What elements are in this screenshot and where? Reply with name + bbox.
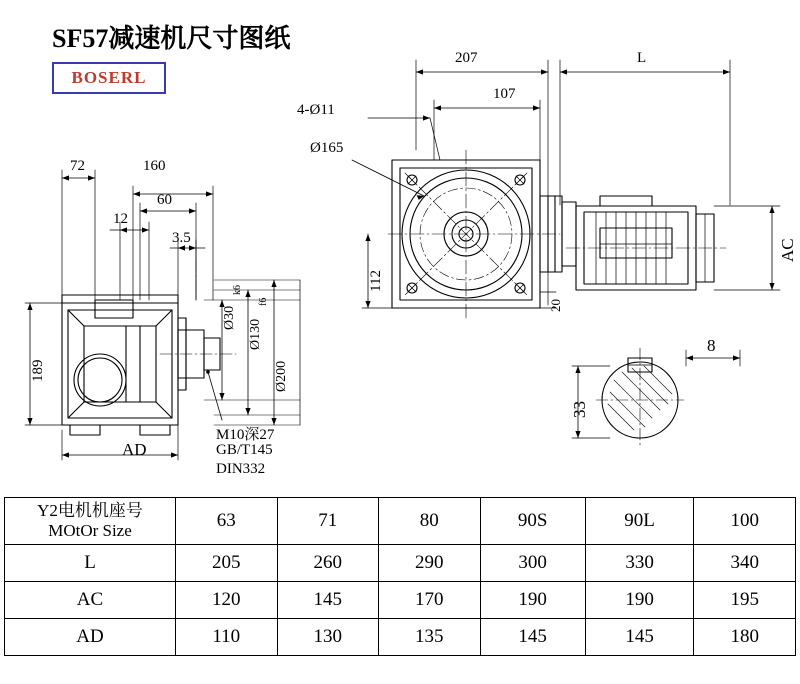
dim-60-label: 60 bbox=[157, 192, 172, 208]
dim-107-label: 107 bbox=[493, 86, 516, 102]
table-cell: 130 bbox=[277, 619, 379, 656]
table-cell: 190 bbox=[480, 582, 585, 619]
dim-130-sub-label: f6 bbox=[258, 297, 269, 306]
note-din-label: DIN332 bbox=[216, 461, 266, 477]
table-col-header: 90L bbox=[585, 498, 694, 545]
dim-200-label: Ø200 bbox=[274, 360, 289, 392]
table-col-header: 71 bbox=[277, 498, 379, 545]
table-cell: 260 bbox=[277, 545, 379, 582]
table-cell: 135 bbox=[379, 619, 481, 656]
table-cell: 300 bbox=[480, 545, 585, 582]
dim-165-label: Ø165 bbox=[310, 140, 344, 156]
dim-L-top-label: L bbox=[637, 50, 647, 66]
dim-112-label: 112 bbox=[368, 270, 384, 292]
dim-160-label: 160 bbox=[143, 158, 166, 174]
table-cell: 180 bbox=[694, 619, 796, 656]
table-row bbox=[5, 619, 796, 656]
table-col-header: 63 bbox=[176, 498, 278, 545]
table-cell: 190 bbox=[585, 582, 694, 619]
table-col-header: 90S bbox=[480, 498, 585, 545]
table-row-label: L bbox=[5, 545, 176, 582]
dim-AC-label: AC bbox=[778, 238, 797, 262]
table-row bbox=[5, 498, 796, 545]
table-row-label: AD bbox=[5, 619, 176, 656]
table-cell: 110 bbox=[176, 619, 278, 656]
dim-207-label: 207 bbox=[455, 50, 478, 66]
dim-30k6-sub-label: k6 bbox=[232, 285, 243, 295]
dim-4-hole-label: 4-Ø11 bbox=[297, 102, 335, 118]
table-row bbox=[5, 582, 796, 619]
dim-130-label: Ø130 bbox=[248, 318, 263, 350]
table-row-label: AC bbox=[5, 582, 176, 619]
table-cell: 290 bbox=[379, 545, 481, 582]
dim-12-label: 12 bbox=[113, 211, 128, 227]
table-cell: 205 bbox=[176, 545, 278, 582]
table-cell: 170 bbox=[379, 582, 481, 619]
dim-3-5-label: 3.5 bbox=[172, 230, 191, 246]
table-head-cn: Y2电机机座号 bbox=[37, 501, 143, 521]
table-cell: 340 bbox=[694, 545, 796, 582]
table-cell: 330 bbox=[585, 545, 694, 582]
table-cell: 145 bbox=[480, 619, 585, 656]
dim-30k6-label: Ø30 bbox=[222, 305, 237, 330]
table-cell: 145 bbox=[277, 582, 379, 619]
dim-33-label: 33 bbox=[570, 401, 589, 418]
table-cell: 195 bbox=[694, 582, 796, 619]
brand-logo-text: BOSERL bbox=[71, 68, 147, 87]
table-row bbox=[5, 545, 796, 582]
note-m10-label: M10深27 bbox=[216, 427, 275, 443]
dim-189-label: 189 bbox=[30, 359, 46, 382]
page-title: SF57减速机尺寸图纸 bbox=[52, 24, 291, 53]
table-head-motor-size bbox=[5, 498, 176, 545]
table-col-header: 100 bbox=[694, 498, 796, 545]
spec-table bbox=[4, 497, 796, 656]
note-gb-label: GB/T145 bbox=[216, 442, 273, 458]
table-cell: 145 bbox=[585, 619, 694, 656]
dim-8-label: 8 bbox=[707, 336, 716, 355]
dim-20-label: 20 bbox=[548, 299, 563, 312]
table-head-en: MOtOr Size bbox=[48, 521, 132, 540]
dim-AD-label: AD bbox=[122, 440, 147, 459]
table-col-header: 80 bbox=[379, 498, 481, 545]
dim-72-label: 72 bbox=[70, 158, 85, 174]
table-cell: 120 bbox=[176, 582, 278, 619]
